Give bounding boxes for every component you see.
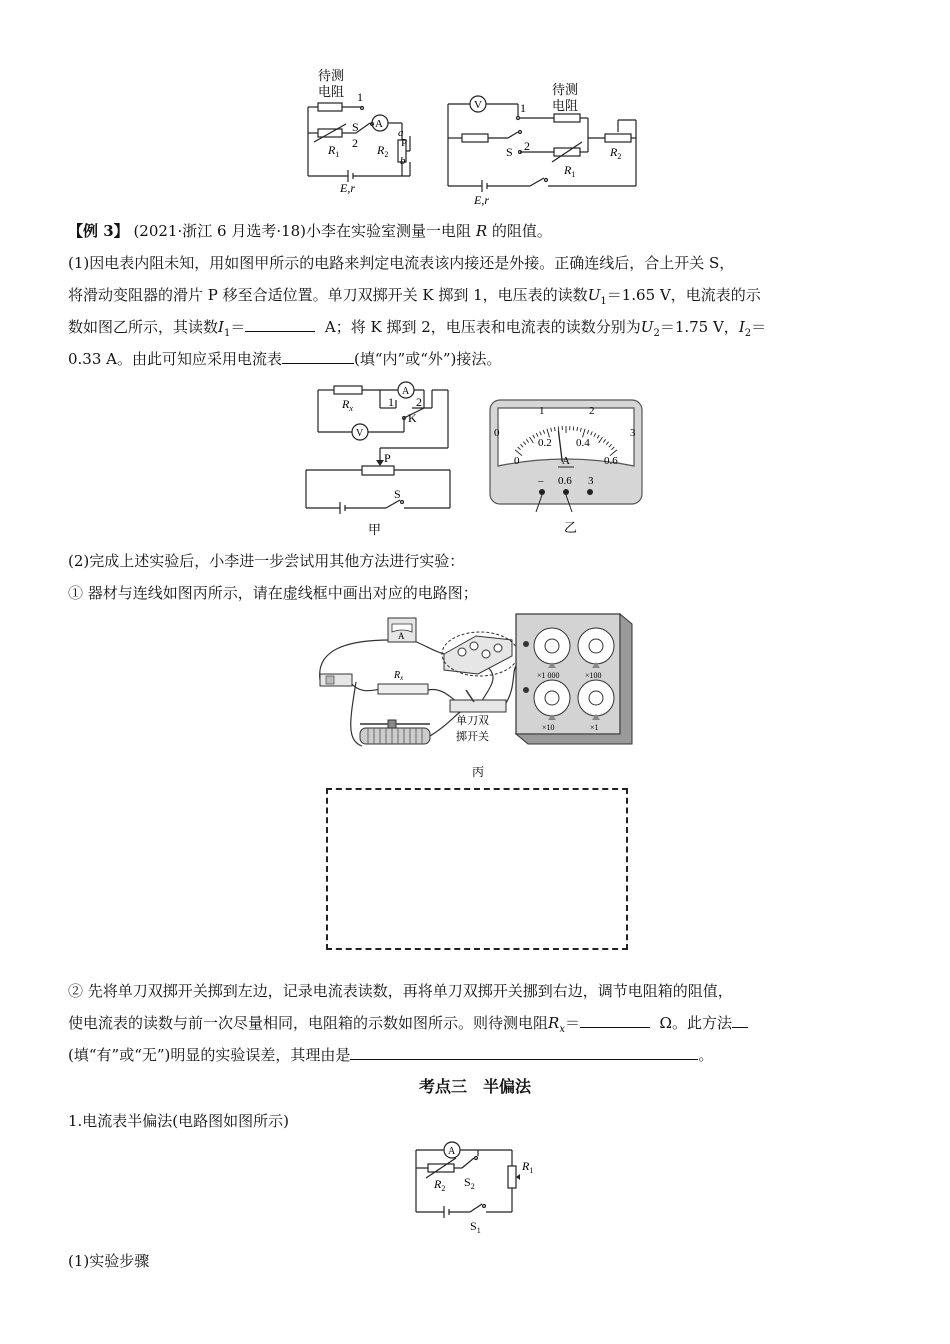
- label-dianzu: 电阻: [552, 98, 579, 113]
- terminal-06: [563, 489, 569, 495]
- terminal-minus: [539, 489, 545, 495]
- label-Rx: $R_x$: [342, 397, 353, 413]
- top-scale-0: 0: [494, 427, 500, 439]
- p2-2-line-a: ② 先将单刀双掷开关掷到左边，记录电流表读数，再将单刀双掷开关挪到右边，调节电阻箱的阻值，: [68, 982, 733, 1000]
- caption-bing: 丙: [472, 765, 485, 779]
- section-title: 考点三 半偏法: [418, 1077, 531, 1096]
- example3-heading: [68, 216, 888, 246]
- example-source: (2021·浙江 6 月选考·18)小李在实验室测量一电阻: [133, 222, 472, 240]
- dial-label-x1: ×1: [590, 723, 599, 732]
- section-item1: 1.电流表半偏法(电路图如图所示): [68, 1112, 290, 1130]
- label-dai: 待测: [552, 82, 579, 97]
- example-tag: 【例 3】: [68, 222, 129, 240]
- label-R2: $R_2$: [377, 143, 389, 159]
- bing-label-switch-2: 掷开关: [456, 731, 489, 743]
- p2: (2)完成上述实验后，小李进一步尝试用其他方法进行实验：: [68, 552, 465, 570]
- label-P: P: [401, 137, 408, 149]
- label-1: 1: [388, 395, 394, 409]
- bing-label-switch-1: 单刀双: [456, 715, 489, 727]
- label-S: S: [352, 120, 359, 134]
- bottom-scale-02: 0.2: [538, 437, 552, 449]
- unit-A: A: [562, 455, 570, 467]
- label-a: a: [398, 127, 404, 139]
- half-label-R1: $R_1$: [522, 1159, 534, 1175]
- section-step: (1)实验步骤: [68, 1252, 150, 1270]
- answer-blank-error[interactable]: [732, 1011, 748, 1028]
- answer-blank-I1[interactable]: [245, 315, 315, 332]
- label-b: b: [400, 155, 406, 167]
- label-R2: $R_2$: [610, 145, 622, 161]
- label-K: K: [408, 411, 417, 425]
- terminal-06-label: 0.6: [558, 475, 572, 487]
- dial-label-x10: ×10: [542, 723, 555, 732]
- label-V: V: [474, 99, 482, 111]
- figure-yi-ammeter: [486, 396, 646, 540]
- top-right-circuit-figure: [440, 74, 650, 208]
- top-scale-2: 2: [589, 405, 595, 417]
- p2-2-line-b: 使电流表的读数与前一次尽量相同，电阻箱的示数如图所示。则待测电阻$R_x= \Omega$。此方法: [68, 1008, 888, 1045]
- circuit-drawing-box[interactable]: [326, 788, 628, 950]
- label-P: P: [384, 451, 391, 465]
- example-R: R: [475, 222, 488, 240]
- p2-1: ① 器材与连线如图丙所示，请在虚线框中画出对应的电路图；: [68, 584, 478, 602]
- p2-2-line-c: (填“有”或“无”)明显的实验误差，其理由是 。: [68, 1040, 888, 1070]
- label-Er: E,r: [340, 181, 355, 195]
- terminal-minus-label: –: [538, 475, 544, 487]
- label-R1: $R_1$: [328, 143, 340, 159]
- bing-label-A: A: [398, 631, 405, 641]
- label-1: 1: [357, 90, 363, 104]
- caption-yi: 乙: [564, 520, 578, 535]
- label-2: 2: [524, 139, 530, 153]
- label-Er: E,r: [474, 193, 489, 207]
- answer-blank-Rx[interactable]: [580, 1011, 650, 1028]
- terminal-3-label: 3: [588, 475, 594, 487]
- label-S: S: [394, 487, 401, 501]
- example-suffix: 的阻值。: [491, 222, 552, 240]
- label-A: A: [375, 118, 383, 130]
- answer-blank-reason[interactable]: [350, 1043, 698, 1060]
- label-V: V: [356, 428, 364, 439]
- dial-label-x1000: ×1 000: [537, 671, 560, 680]
- label-S: S: [506, 145, 513, 159]
- answer-blank-connection[interactable]: [282, 347, 354, 364]
- label-dianzu: 电阻: [318, 84, 345, 99]
- top-left-circuit-figure: [300, 66, 430, 196]
- half-label-S2: $S_2$: [464, 1175, 475, 1191]
- figure-jia-circuit: [300, 374, 460, 539]
- p1-line-c: 数如图乙所示，其读数$I_1= A$；将 K 掷到 2，电压表和电流表的读数分别为$U_2=1.75$ V，$I_2=$: [68, 312, 888, 349]
- label-A: A: [402, 386, 410, 397]
- bottom-scale-0: 0: [514, 455, 520, 467]
- p1-line-b: 将滑动变阻器的滑片 P 移至合适位置。单刀双掷开关 K 掷到 1，电压表的读数$U_1=1.65$ V，电流表的示: [68, 286, 761, 307]
- bottom-scale-06: 0.6: [604, 455, 618, 467]
- p1-line-a: (1)因电表内阻未知，用如图甲所示的电路来判定电流表该内接还是外接。正确连线后，合上开关 S，: [68, 254, 735, 272]
- bottom-scale-04: 0.4: [576, 437, 590, 449]
- label-1: 1: [520, 101, 526, 115]
- dial-label-x100: ×100: [585, 671, 602, 680]
- half-label-R2: $R_2$: [434, 1177, 446, 1193]
- label-R1: $R_1$: [564, 163, 576, 179]
- label-2: 2: [416, 395, 422, 409]
- caption-jia: 甲: [368, 522, 382, 537]
- top-scale-3: 3: [630, 427, 636, 439]
- half-label-A: A: [448, 1146, 456, 1157]
- label-dai: 待测: [318, 68, 345, 83]
- half-deflection-circuit: [406, 1136, 546, 1236]
- top-scale-1: 1: [539, 405, 545, 417]
- bing-label-Rx: $R_x$: [394, 670, 404, 682]
- label-2: 2: [352, 136, 358, 150]
- terminal-3: [587, 489, 593, 495]
- p1-line-d: 0.33 A。由此可知应采用电流表 (填“内”或“外”)接法。: [68, 344, 888, 374]
- half-label-S1: $S_1$: [470, 1219, 481, 1235]
- figure-bing-apparatus: [306, 610, 636, 782]
